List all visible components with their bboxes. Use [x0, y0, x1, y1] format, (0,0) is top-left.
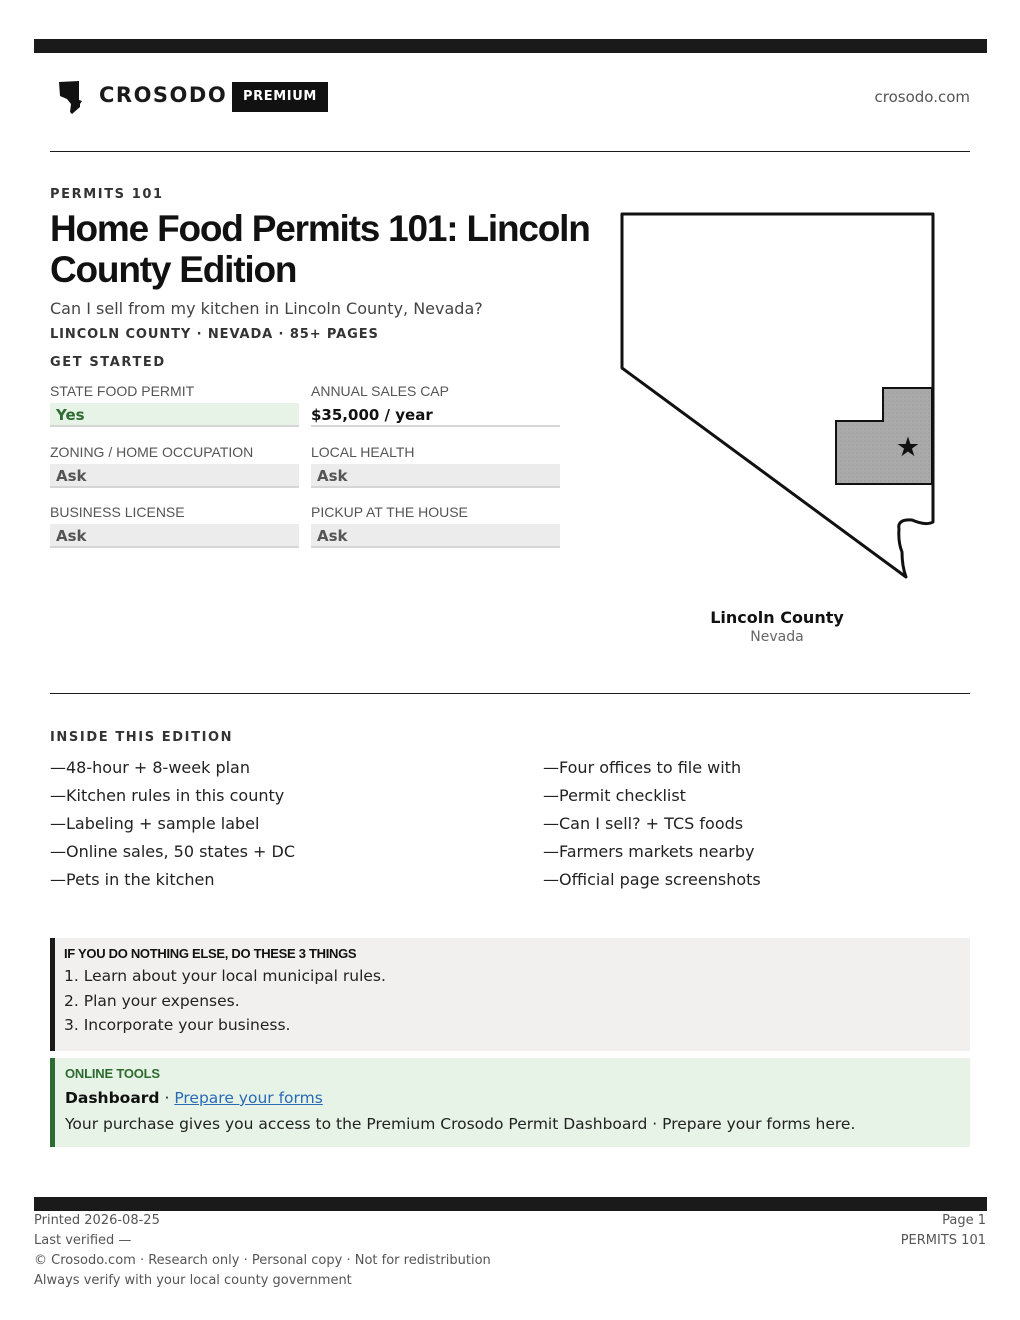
- brand-name: CROSODO: [99, 83, 228, 107]
- fact-value-badge: Ask: [311, 464, 560, 488]
- site-url[interactable]: crosodo.com: [874, 88, 970, 106]
- page-title: Home Food Permits 101: Lincoln County Edition: [50, 208, 590, 290]
- dashboard-label: Dashboard: [65, 1089, 160, 1107]
- toc-item: —48-hour + 8-week plan: [50, 758, 250, 777]
- copyright-note: © Crosodo.com · Research only · Personal copy · Not for redistribution: [34, 1253, 491, 1268]
- fact-annual-sales-cap: [311, 382, 560, 427]
- fact-local-health: [311, 443, 560, 488]
- fact-value-badge: Ask: [50, 464, 299, 488]
- printed-date: Printed 2026-08-25: [34, 1213, 160, 1228]
- fact-zoning: [50, 443, 299, 488]
- callout-step: 2. Plan your expenses.: [64, 991, 240, 1010]
- fact-label: BUSINESS LICENSE: [50, 504, 185, 520]
- toc-item: —Online sales, 50 states + DC: [50, 842, 296, 861]
- callout-title: IF YOU DO NOTHING ELSE, DO THESE 3 THINGS: [64, 946, 357, 961]
- toc-left-column: [50, 757, 470, 897]
- section-kicker: PERMITS 101: [50, 187, 164, 202]
- page-header: [50, 78, 970, 118]
- toc-item: —Official page screenshots: [543, 870, 761, 889]
- dashboard-description: Your purchase gives you access to the Premium Crosodo Permit Dashboard · Prepare your forms here.: [65, 1115, 856, 1133]
- nevada-logo-icon: [58, 80, 84, 114]
- page-subtitle: Can I sell from my kitchen in Lincoln County, Nevada?: [50, 299, 483, 318]
- inside-edition-heading: INSIDE THIS EDITION: [50, 730, 234, 745]
- toc-item: —Kitchen rules in this county: [50, 786, 285, 805]
- fact-value-badge: Ask: [311, 524, 560, 548]
- three-things-callout: [50, 938, 970, 1051]
- nevada-county-map: [612, 204, 942, 588]
- toc-item: —Permit checklist: [543, 786, 686, 805]
- prepare-forms-link[interactable]: Prepare your forms: [174, 1089, 323, 1107]
- separator: ·: [159, 1089, 175, 1107]
- fact-label: ZONING / HOME OCCUPATION: [50, 444, 254, 460]
- get-started-heading: GET STARTED: [50, 355, 166, 370]
- toc-right-column: [543, 757, 963, 897]
- fact-business-license: [50, 503, 299, 548]
- footer-section: PERMITS 101: [900, 1233, 986, 1248]
- page-number: Page 1: [942, 1213, 986, 1228]
- verify-note: Always verify with your local county government: [34, 1273, 352, 1288]
- map-caption: [677, 608, 877, 645]
- toc-item: —Four offices to file with: [543, 758, 742, 777]
- premium-badge: PREMIUM: [232, 82, 328, 112]
- fact-label: PICKUP AT THE HOUSE: [311, 504, 468, 520]
- online-tools-title: ONLINE TOOLS: [65, 1066, 160, 1081]
- fact-value-badge: Ask: [50, 524, 299, 548]
- top-rule-bar: [34, 39, 987, 53]
- last-verified: Last verified —: [34, 1233, 132, 1248]
- toc-item: —Farmers markets nearby: [543, 842, 755, 861]
- callout-step: 1. Learn about your local municipal rules.: [64, 967, 386, 985]
- callout-step: 3. Incorporate your business.: [64, 1016, 291, 1034]
- footer-right: [901, 1211, 986, 1251]
- toc-item: —Can I sell? + TCS foods: [543, 814, 744, 833]
- star-icon: ★: [895, 432, 921, 463]
- map-state-name: Nevada: [750, 629, 804, 645]
- section-divider: [50, 693, 970, 694]
- online-tools-callout: [50, 1058, 970, 1147]
- header-divider: [50, 151, 970, 152]
- fact-label: STATE FOOD PERMIT: [50, 383, 195, 399]
- bottom-rule-bar: [34, 1197, 987, 1211]
- fact-pickup: [311, 503, 560, 548]
- toc-item: —Pets in the kitchen: [50, 870, 215, 889]
- edition-meta: LINCOLN COUNTY · NEVADA · 85+ PAGES: [50, 327, 379, 342]
- fact-value-badge: Yes: [50, 403, 299, 427]
- fact-label: ANNUAL SALES CAP: [311, 383, 449, 399]
- map-county-name: Lincoln County: [710, 608, 844, 627]
- fact-state-food-permit: [50, 382, 299, 427]
- fact-label: LOCAL HEALTH: [311, 444, 415, 460]
- dashboard-line: [65, 1086, 970, 1112]
- fact-value: $35,000 / year: [311, 403, 560, 427]
- footer-left: [34, 1211, 491, 1291]
- toc-item: —Labeling + sample label: [50, 814, 260, 833]
